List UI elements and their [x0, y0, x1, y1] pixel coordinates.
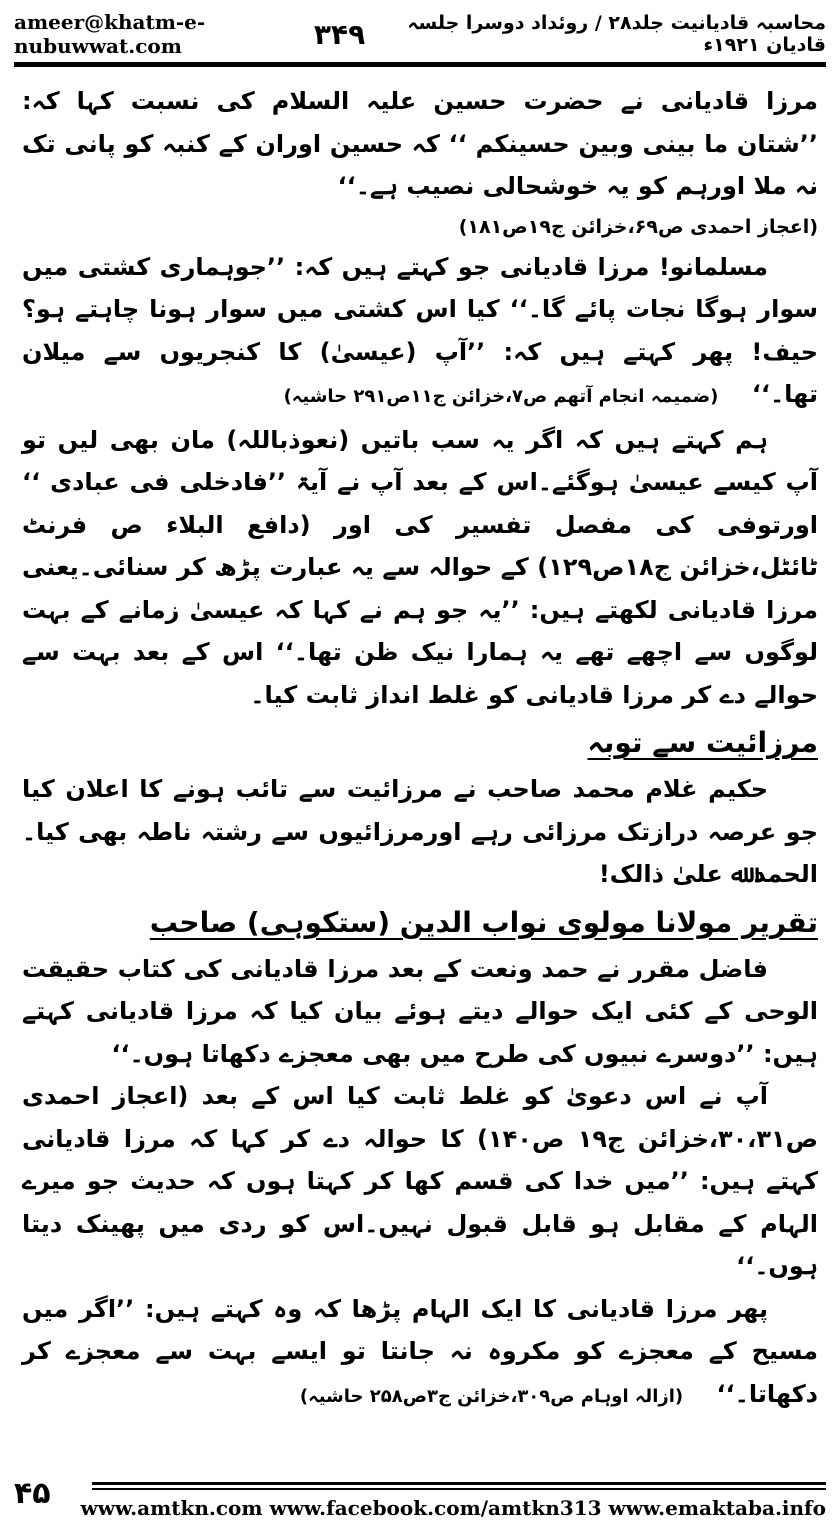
footer-page-number: ۴۵ — [14, 1476, 51, 1511]
paragraph-4: حکیم غلام محمد صاحب نے مرزائیت سے تائب ہونے کا اعلان کیا جو عرصہ درازتک مرزائی رہے اورمرزائیوں سے رشتہ ناطہ بھی کیا۔ الحمد ﷲ علیٰ ذالک! — [22, 775, 818, 888]
page-footer — [14, 1476, 826, 1528]
citation-1: (اعجاز احمدی ص۶۹،خزائن ج۱۹ص۱۸۱) — [458, 215, 818, 238]
footer-rule — [92, 1482, 826, 1485]
footer-rule-thin — [92, 1488, 826, 1490]
page-body — [22, 80, 818, 1418]
citation-2: (ضمیمہ انجام آتھم ص۷،خزائن ج۱۱ص۲۹۱ حاشیہ) — [283, 386, 719, 407]
paragraph-2-text: مسلمانو! مرزا قادیانی جو کہتے ہیں کہ: ’’جوہماری کشتی میں سوار ہوگا نجات پائے گا۔‘‘ کیا اس کشتی میں سوار ہونا چاہتے ہو؟ حیف! پھر کہتے ہیں کہ: ’’آپ (عیسیٰ) کا کنجریوں سے میلان تھا۔‘‘ — [22, 252, 818, 408]
paragraph-7-text: پھر مرزا قادیانی کا ایک الہام پڑھا کہ وہ کہتے ہیں: ’’اگر میں مسیح کے معجزے کو مکروہ نہ جانتا تو ایسے بہت سے معجزے کر دکھاتا۔‘‘ — [22, 1294, 818, 1408]
header-email[interactable]: ameer@khatm-e-nubuwwat.com — [14, 10, 206, 58]
footer-links[interactable]: www.amtkn.com www.facebook.com/amtkn313 www.emaktaba.info — [80, 1496, 826, 1520]
section-heading-repentance: مرزائیت سے توبہ — [587, 726, 818, 759]
header-title-group — [314, 12, 826, 56]
citation-3: (ازالہ اوہام ص۳۰۹،خزائن ج۳ص۲۵۸ حاشیہ) — [299, 1385, 684, 1407]
page-header — [14, 10, 826, 58]
section-heading-speech: تقریر مولانا مولوی نواب الدین (ستکوہی) صاحب — [149, 905, 818, 939]
paragraph-6: آپ نے اس دعویٰ کو غلط ثابت کیا اس کے بعد (اعجاز احمدی ص۳۰،۳۱،خزائن ج۱۹ ص۱۴۰) کا حوالہ دے کر کہا کہ مرزا قادیانی کہتے ہیں: ’’میں خدا کی قسم کھا کر کہتا ہوں کہ حدیث جو میرے الہام کے مقابل ہو قابل قبول نہیں۔اس کو ردی میں پھینک دیتا ہوں۔‘‘ — [22, 1082, 818, 1280]
paragraph-3: ہم کہتے ہیں کہ اگر یہ سب باتیں (نعوذباللہ) مان بھی لیں تو آپ کیسے عیسیٰ ہوگئے۔اس کے بعد آپ نے آیۃ ’’فادخلی فی عبادی ‘‘ اورتوفی کی مفصل تفسیر کی اور (دافع البلاء ص فرنٹ ٹائٹل،خزائن ج۱۸ص۱۲۹) کے حوالہ سے یہ عبارت پڑھ کر سنائی۔یعنی مرزا قادیانی لکھتے ہیں: ’’یہ جو ہم نے کہا کہ عیسیٰ زمانے کے بہت لوگوں سے اچھے تھے یہ ہمارا نیک ظن تھا۔‘‘ اس کے بعد بہت سے حوالے دے کر مرزا قادیانی کو غلط انداز ثابت کیا۔ — [22, 425, 819, 709]
book-title: محاسبہ قادیانیت جلد۲۸ / روئداد دوسرا جلسہ قادیان ۱۹۲۱ء — [407, 12, 826, 56]
paragraph-5: فاضل مقرر نے حمد ونعت کے بعد مرزا قادیانی کی کتاب حقیقت الوحی کے کئی ایک حوالے دیتے ہوئے بیان کیا کہ مرزا قادیانی کہتے ہیں: ’’دوسرے نبیوں کی طرح میں بھی معجزے دکھاتا ہوں۔‘‘ — [22, 954, 818, 1068]
paragraph-1 — [22, 80, 818, 208]
header-rule — [14, 62, 826, 67]
paragraph-2 — [22, 246, 818, 419]
page-number: ۳۴۹ — [313, 17, 366, 51]
paragraph-1-text: مرزا قادیانی نے حضرت حسین علیہ السلام کی نسبت کہا کہ: ’’شتان ما بینی وبین حسینکم ‘‘ کہ حسین اوران کے کنبہ کو پانی تک نہ ملا اورہم کو یہ خوشحالی نصیب ہے۔‘‘ — [22, 87, 818, 200]
paragraph-7 — [22, 1288, 818, 1419]
